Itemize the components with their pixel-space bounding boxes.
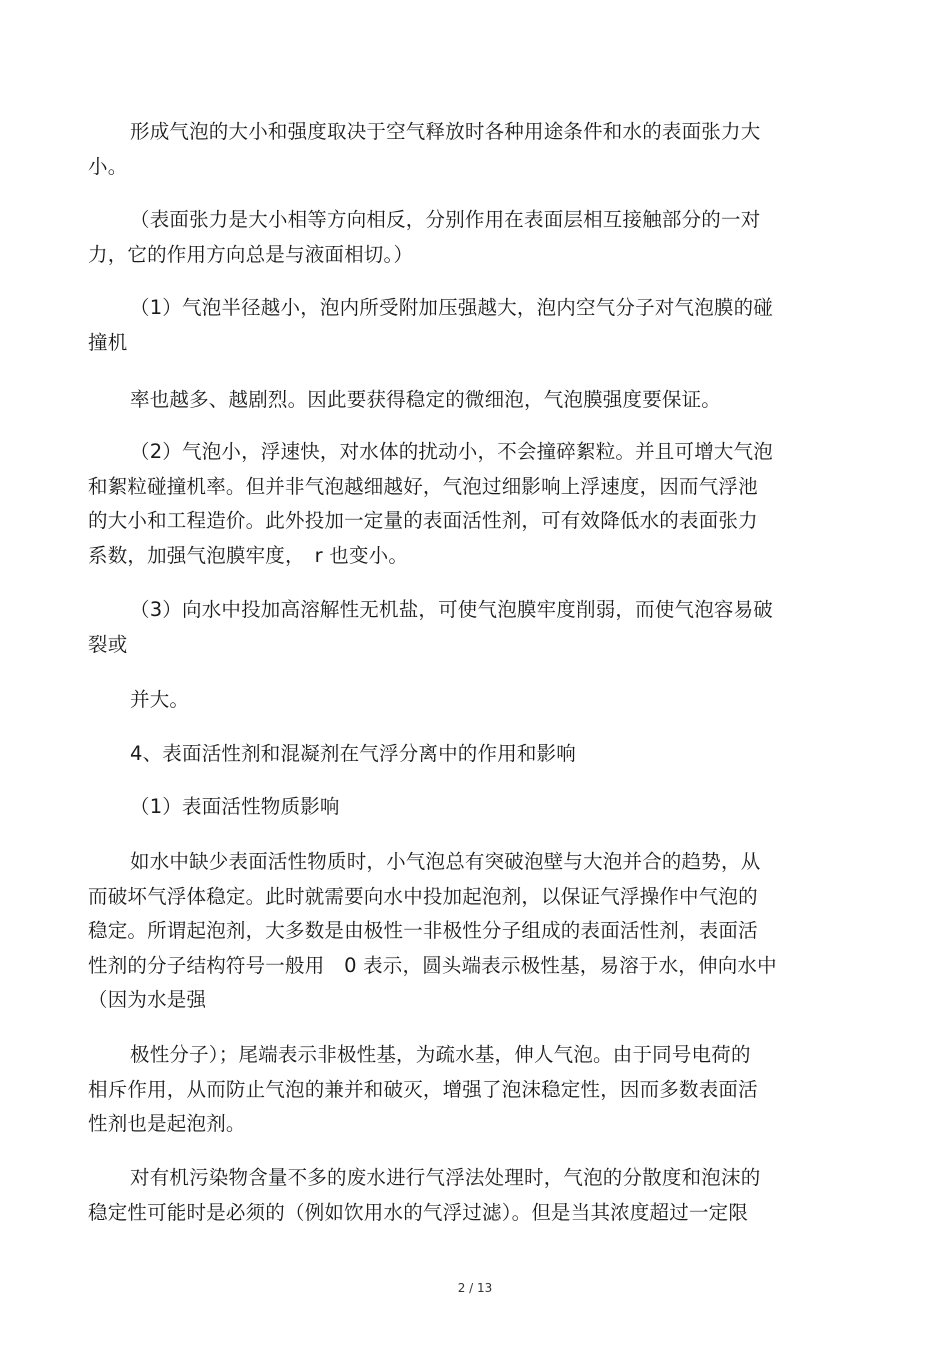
paragraph-organic-pollutants bbox=[88, 1161, 818, 1230]
text-line: （3）向水中投加高溶解性无机盐，可使气泡膜牢度削弱，而使气泡容易破 bbox=[130, 598, 774, 621]
paragraph-point-3 bbox=[88, 593, 818, 662]
text-line: （2）气泡小，浮速快，对水体的扰动小，不会撞碎絮粒。并且可增大气泡 bbox=[130, 440, 774, 463]
text-line: 和絮粒碰撞机率。但并非气泡越细越好，气泡过细影响上浮速度，因而气浮池 bbox=[88, 474, 758, 498]
subsection-title: （1）表面活性物质影响 bbox=[130, 795, 340, 818]
text-line: 而破坏气浮体稳定。此时就需要向水中投加起泡剂，以保证气浮操作中气泡的 bbox=[88, 884, 758, 908]
text-line: （1）气泡半径越小，泡内所受附加压强越大，泡内空气分子对气泡膜的碰 bbox=[130, 296, 774, 319]
page-number: 2 / 13 bbox=[457, 1281, 493, 1295]
section-heading-4 bbox=[88, 737, 818, 772]
text-line: 对有机污染物含量不多的废水进行气浮法处理时，气泡的分散度和泡沫的 bbox=[130, 1166, 761, 1189]
text-line: 相斥作用，从而防止气泡的兼并和破灭，增强了泡沫稳定性，因而多数表面活 bbox=[88, 1077, 758, 1101]
paragraph-point-3-continued bbox=[88, 683, 818, 718]
text-line: 形成气泡的大小和强度取决于空气释放时各种用途条件和水的表面张力大 bbox=[130, 120, 761, 143]
text-line: 率也越多、越剧烈。因此要获得稳定的微细泡，气泡膜强度要保证。 bbox=[130, 388, 722, 411]
text-line: 撞机 bbox=[88, 330, 128, 354]
text-line: 的大小和工程造价。此外投加一定量的表面活性剂，可有效降低水的表面张力 bbox=[88, 509, 758, 532]
paragraph-bubble-size bbox=[88, 115, 818, 184]
text-line: 稳定性可能时是必须的（例如饮用水的气浮过滤）。但是当其浓度超过一定限 bbox=[88, 1200, 749, 1224]
paragraph-surface-tension-note bbox=[88, 203, 818, 272]
text-line: 并大。 bbox=[130, 688, 190, 711]
paragraph-surfactant-effect bbox=[88, 845, 818, 1018]
text-line: 性剂也是起泡剂。 bbox=[88, 1112, 246, 1135]
text-line: 稳定。所谓起泡剂，大多数是由极性一非极性分子组成的表面活性剂，表面活 bbox=[88, 919, 758, 942]
text-line: 力，它的作用方向总是与液面相切。） bbox=[88, 242, 414, 266]
text-line: 裂或 bbox=[88, 632, 128, 656]
text-line: （表面张力是大小相等方向相反，分别作用在表面层相互接触部分的一对 bbox=[130, 208, 761, 231]
text-line: 性剂的分子结构符号一般用 0 表示，圆头端表示极性基，易溶于水，伸向水中 bbox=[88, 953, 777, 977]
section-title: 4、表面活性剂和混凝剂在气浮分离中的作用和影响 bbox=[130, 742, 577, 765]
subsection-heading-1 bbox=[88, 790, 818, 825]
paragraph-surfactant-continued bbox=[88, 1038, 818, 1142]
paragraph-point-1 bbox=[88, 291, 818, 360]
text-line: 极性分子）；尾端表示非极性基，为疏水基，伸人气泡。由于同号电荷的 bbox=[130, 1043, 751, 1066]
paragraph-point-1-continued bbox=[88, 383, 818, 418]
text-line: 如水中缺少表面活性物质时，小气泡总有突破泡壁与大泡并合的趋势，从 bbox=[130, 850, 761, 873]
text-line: （因为水是强 bbox=[88, 988, 207, 1011]
paragraph-point-2 bbox=[88, 435, 818, 573]
text-line: 小。 bbox=[88, 154, 128, 178]
text-line: 系数，加强气泡膜牢度， r 也变小。 bbox=[88, 543, 409, 567]
